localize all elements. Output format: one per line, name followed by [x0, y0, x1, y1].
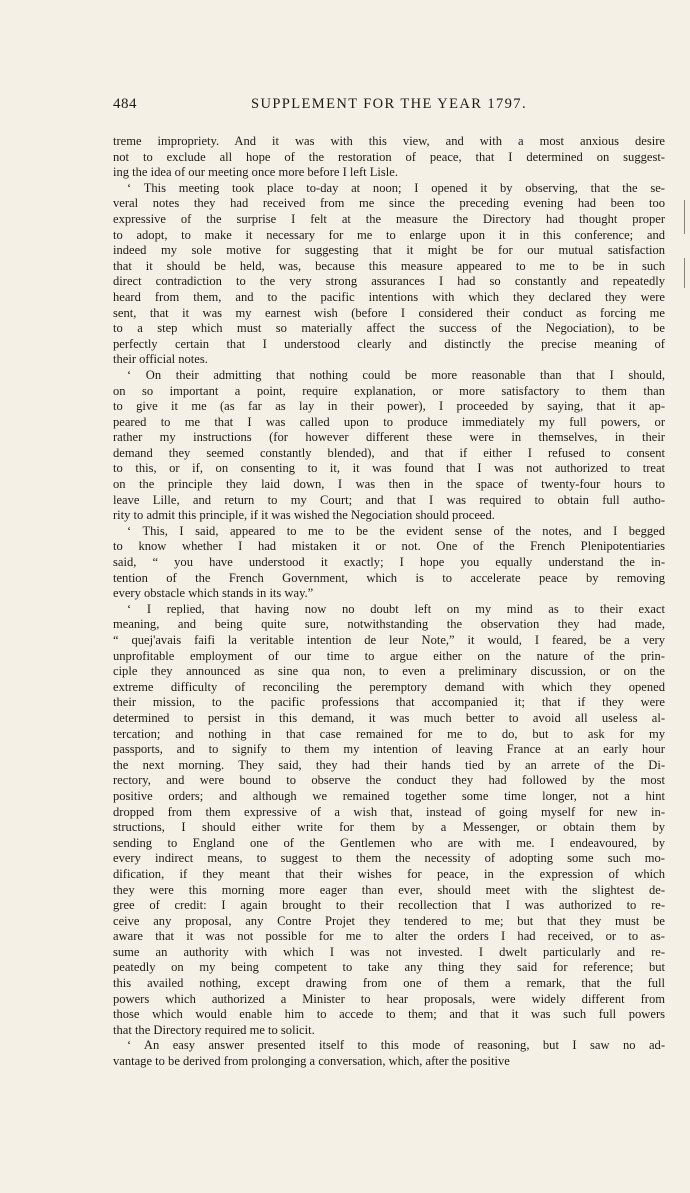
text-line: structions, I should either write for them by a Messenger, or obtain them by	[113, 820, 665, 835]
text-line: not to exclude all hope of the restoration of peace, that I determined on suggest-	[113, 149, 665, 164]
margin-rule	[684, 200, 685, 234]
text-line: extreme difficulty of reconciling the peremptory demand with which they opened	[113, 679, 665, 694]
text-line: on the principle they laid down, I was then in the space of twenty-four hours to	[113, 477, 665, 492]
text-line: the next morning. They said, they had their hands tied by an arrete of the Di-	[113, 757, 665, 772]
text-line: to this, or if, on consenting to it, it was found that I was not authorized to treat	[113, 461, 665, 476]
text-line: veral notes they had received from me since the preceding evening had been too	[113, 196, 665, 211]
body-text	[113, 134, 665, 1070]
page-header	[113, 96, 665, 120]
text-line: on so important a point, require explanation, or more satisfactory to them than	[113, 383, 665, 398]
text-line: tention of the French Government, which is to accelerate peace by removing	[113, 570, 665, 585]
paragraph	[113, 1038, 665, 1069]
page-number: 484	[113, 96, 137, 112]
text-line: ing the idea of our meeting once more before I left Lisle.	[113, 165, 398, 180]
text-line: passports, and to signify to them my intention of leaving France at an early hour	[113, 742, 665, 757]
text-line: “ quej'avais faifi la veritable intention de leur Note,” it would, I feared, be a very	[113, 633, 665, 647]
text-line: rity to admit this principle, if it was wished the Negociation should proceed.	[113, 508, 495, 523]
text-line: unprofitable employment of our time to argue either on the nature of the prin-	[113, 648, 665, 663]
text-line: perfectly certain that I understood clearly and distinctly the precise meaning of	[113, 336, 665, 351]
text-line: tercation; and nothing in that case remained for me to do, but to ask for my	[113, 726, 665, 741]
text-line: rather my instructions (for however different these were in themselves, in their	[113, 430, 665, 445]
text-line: gree of credit: I again brought to their recollection that I was authorized to re-	[113, 898, 665, 913]
text-line: dropped from them expressive of a wish that, instead of going myself for new in-	[113, 804, 665, 819]
text-line: vantage to be derived from prolonging a conversation, which, after the positive	[113, 1054, 510, 1069]
text-line: positive orders; and although we remained together some time longer, not a hint	[113, 788, 665, 803]
text-line: ‘ This meeting took place to-day at noon; I opened it by observing, that the se-	[127, 180, 665, 195]
text-line: every indirect means, to suggest to them the necessity of adopting some such mo-	[113, 851, 665, 866]
text-line: ‘ An easy answer presented itself to this mode of reasoning, but I saw no ad-	[127, 1038, 665, 1053]
paragraph	[113, 602, 665, 1039]
text-line: that it should be held, was, because this measure appeared to me to be in such	[113, 258, 665, 273]
text-line: to give it me (as far as lay in their power), I proceeded by saying, that it ap-	[113, 399, 665, 414]
text-line: sending to England one of the Gentlemen who are with me. I endeavoured, by	[113, 835, 665, 850]
paragraph	[113, 181, 665, 368]
text-line: heard from them, and to the pacific intentions with which they declared they were	[113, 289, 665, 304]
text-line: expressive of the surprise I felt at the measure the Directory had thought proper	[113, 211, 665, 226]
text-line: they were this morning more eager than ever, should meet with the slightest de-	[113, 882, 665, 897]
text-line: peared to me that I was called upon to produce immediately my full powers, or	[113, 414, 665, 429]
text-line: aware that it was not possible for me to alter the orders I had received, or to as-	[113, 929, 665, 944]
text-line: indeed my sole motive for suggesting that it might be for our mutual satisfaction	[113, 243, 665, 258]
text-line: to adopt, to make it necessary for me to enlarge upon it in this conference; and	[113, 227, 665, 242]
text-line: treme impropriety. And it was with this view, and with a most anxious desire	[113, 134, 665, 148]
text-line: sume an authority with which I was not invested. I dwelt particularly and re-	[113, 944, 665, 959]
text-line: to a step which must so materially affect the success of the Negociation), to be	[113, 321, 665, 336]
text-line: their official notes.	[113, 352, 208, 367]
paragraph	[113, 524, 665, 602]
text-line: their mission, to the pacific professions that accompanied it; that if they were	[113, 695, 665, 710]
paragraph	[113, 368, 665, 524]
text-line: ciple they announced as sine qua non, to even a preliminary discussion, or on the	[113, 664, 665, 679]
text-line: ‘ This, I said, appeared to me to be the evident sense of the notes, and I begged	[127, 523, 665, 538]
text-line: ceive any proposal, any Contre Projet they tendered to me; but that they must be	[113, 913, 665, 928]
text-line: this availed nothing, except drawing from one of them a remark, that the full	[113, 976, 665, 991]
paragraph	[113, 134, 665, 181]
text-line: powers which authorized a Minister to hear proposals, were widely different from	[113, 991, 665, 1006]
margin-rule	[684, 258, 685, 288]
text-line: dification, if they meant that their wishes for peace, in the expression of which	[113, 866, 665, 881]
text-line: demand they seemed constantly blended), and that if either I refused to consent	[113, 445, 665, 460]
text-line: that the Directory required me to solicit.	[113, 1022, 315, 1037]
text-line: ‘ On their admitting that nothing could be more reasonable than that I should,	[127, 367, 665, 382]
text-line: rectory, and were bound to observe the conduct they had followed by the most	[113, 773, 665, 788]
text-line: to know whether I had mistaken it or not. One of the French Plenipotentiaries	[113, 539, 665, 554]
page	[113, 96, 665, 1070]
text-line: peatedly on my being competent to take any thing they said for reference; but	[113, 960, 665, 975]
text-line: those which would enable him to accede to them; and that it was such full powers	[113, 1007, 665, 1022]
text-line: sent, that it was my earnest wish (before I considered their conduct as forcing me	[113, 305, 665, 320]
text-line: every obstacle which stands in its way.”	[113, 586, 314, 601]
text-line: leave Lille, and return to my Court; and that I was required to obtain full autho-	[113, 492, 665, 507]
text-line: direct contradiction to the very strong assurances I had so constantly and repeatedly	[113, 274, 665, 289]
text-line: said, “ you have understood it exactly; I hope you equally understand the in-	[113, 555, 665, 570]
text-line: meaning, and being quite sure, notwithstanding the observation they had made,	[113, 617, 665, 632]
running-head: SUPPLEMENT FOR THE YEAR 1797.	[251, 96, 527, 112]
text-line: determined to persist in this demand, it was much better to avoid all useless al-	[113, 710, 665, 725]
text-line: ‘ I replied, that having now no doubt left on my mind as to their exact	[127, 601, 665, 616]
